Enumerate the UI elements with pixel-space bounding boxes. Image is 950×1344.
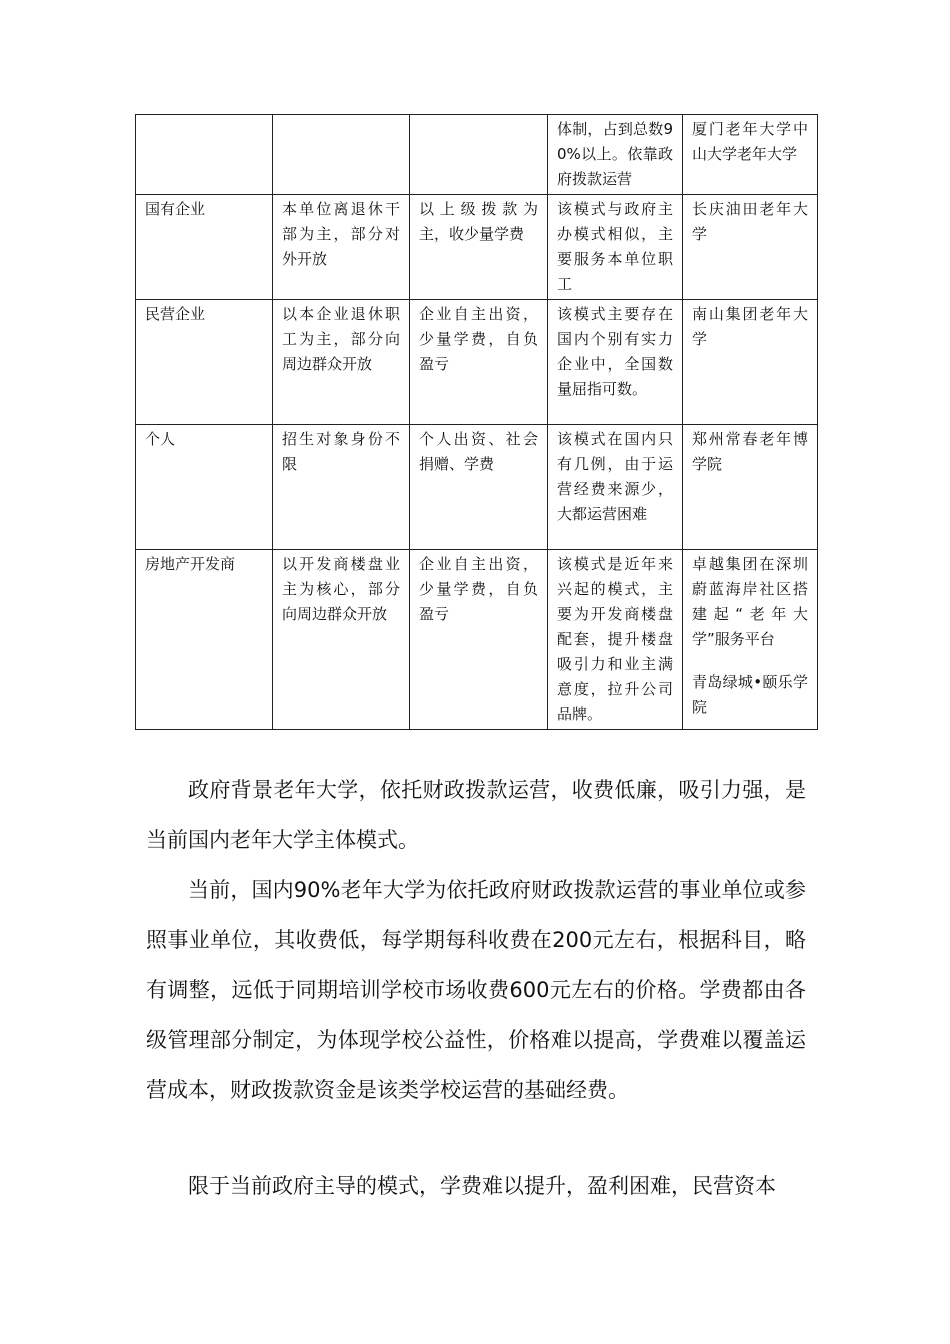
- table-row: [136, 195, 818, 300]
- description-cell: 体制，占到总数90%以上。依靠政府拨款运营: [548, 115, 683, 195]
- body-section-1: [146, 765, 806, 1115]
- target-cell: 以本企业退休职工为主，部分向周边群众开放: [273, 300, 410, 425]
- type-cell: 个人: [136, 425, 273, 550]
- examples-cell: [683, 300, 818, 425]
- examples-cell: [683, 425, 818, 550]
- description-cell: 该模式与政府主办模式相似，主要服务本单位职工: [548, 195, 683, 300]
- funding-cell: 企业自主出资，少量学费，自负盈亏: [410, 300, 548, 425]
- funding-cell: [410, 115, 548, 195]
- university-models-table: [135, 114, 818, 730]
- example-text: 长庆油田老年大学: [692, 200, 808, 243]
- type-cell: 国有企业: [136, 195, 273, 300]
- examples-cell: [683, 550, 818, 730]
- type-cell: [136, 115, 273, 195]
- target-cell: 以开发商楼盘业主为核心，部分向周边群众开放: [273, 550, 410, 730]
- body-section-2: [146, 1161, 806, 1211]
- type-cell: 房地产开发商: [136, 550, 273, 730]
- example-text: 郑州常春老年博学院: [692, 430, 808, 473]
- funding-cell: 以上级拨款为主，收少量学费: [410, 195, 548, 300]
- table-row: [136, 300, 818, 425]
- paragraph: 政府背景老年大学，依托财政拨款运营，收费低廉，吸引力强，是当前国内老年大学主体模式。: [146, 778, 806, 852]
- example-text: 青岛绿城•颐乐学院: [692, 673, 808, 716]
- target-cell: 本单位离退休干部为主，部分对外开放: [273, 195, 410, 300]
- table-row: [136, 425, 818, 550]
- target-cell: 招生对象身份不限: [273, 425, 410, 550]
- paragraph: 当前，国内90%老年大学为依托政府财政拨款运营的事业单位或参照事业单位，其收费低，每学期每科收费在200元左右，根据科目，略有调整，远低于同期培训学校市场收费600元左右的价格。学费都由各级管理部分制定，为体现学校公益性，价格难以提高，学费难以覆盖运营成本，财政拨款资金是该类学校运营的基础经费。: [146, 878, 806, 1102]
- description-cell: 该模式在国内只有几例，由于运营经费来源少，大都运营困难: [548, 425, 683, 550]
- table-row: [136, 550, 818, 730]
- type-cell: 民营企业: [136, 300, 273, 425]
- examples-cell: [683, 195, 818, 300]
- description-cell: 该模式主要存在国内个别有实力企业中，全国数量屈指可数。: [548, 300, 683, 425]
- table-row: [136, 115, 818, 195]
- funding-cell: 个人出资、社会捐赠、学费: [410, 425, 548, 550]
- example-text: 南山集团老年大学: [692, 305, 808, 348]
- examples-cell: [683, 115, 818, 195]
- example-text: 厦门老年大学中山大学老年大学: [692, 120, 808, 163]
- description-cell: 该模式是近年来兴起的模式，主要为开发商楼盘配套，提升楼盘吸引力和业主满意度，拉升公司品牌。: [548, 550, 683, 730]
- funding-cell: 企业自主出资，少量学费，自负盈亏: [410, 550, 548, 730]
- example-text: 卓越集团在深圳蔚蓝海岸社区搭建起“老年大学”服务平台: [692, 555, 808, 648]
- example-spacer: [692, 652, 808, 670]
- target-cell: [273, 115, 410, 195]
- paragraph: 限于当前政府主导的模式，学费难以提升，盈利困难，民营资本: [188, 1174, 776, 1198]
